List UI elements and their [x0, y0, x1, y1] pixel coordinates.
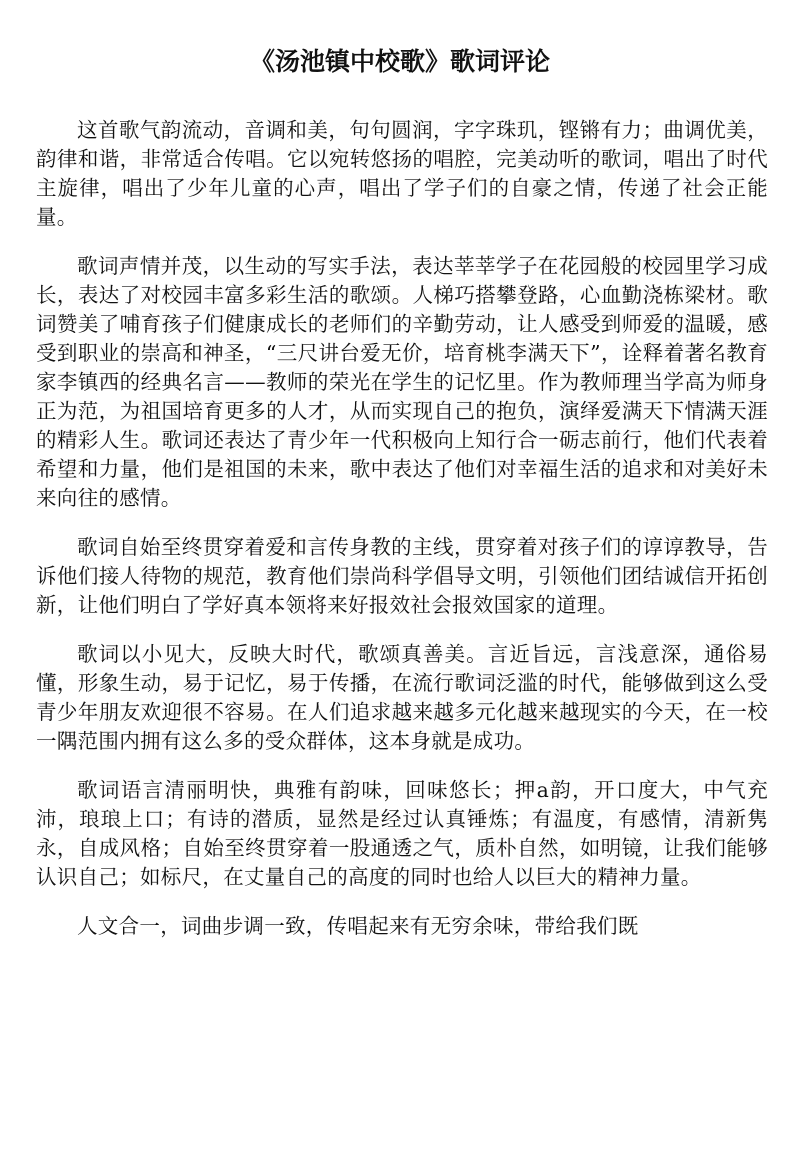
- paragraph-6: 人文合一，词曲步调一致，传唱起来有无穷余味，带给我们既: [77, 914, 639, 938]
- paragraph-3: 歌词自始至终贯穿着爱和言传身教的主线，贯穿着对孩子们的谆谆教导，告诉他们接人待物的规范，教育他们崇尚科学倡导文明，引领他们团结诚信开拓创新，让他们明白了学好真本领将来好报效社会报效国家的道理。: [36, 535, 768, 617]
- paragraph-1: 这首歌气韵流动，音调和美，句句圆润，字字珠玑，铿锵有力；曲调优美，韵律和谐，非常适合传唱。它以宛转悠扬的唱腔，完美动听的歌词，唱出了时代主旋律，唱出了少年儿童的心声，唱出了学子们的自豪之情，传递了社会正能量。: [36, 118, 768, 229]
- document-body: [36, 116, 768, 961]
- document-title: 《汤池镇中校歌》歌词评论: [249, 47, 550, 76]
- paragraph-4: 歌词以小见大，反映大时代，歌颂真善美。言近旨远，言浅意深，通俗易懂，形象生动，易于记忆，易于传播，在流行歌词泛滥的时代，能够做到这么受青少年朋友欢迎很不容易。在人们追求越来越多元化越来越现实的今天，在一校一隅范围内拥有这么多的受众群体，这本身就是成功。: [36, 642, 768, 753]
- paragraph-2: 歌词声情并茂，以生动的写实手法，表达莘莘学子在花园般的校园里学习成长，表达了对校园丰富多彩生活的歌颂。人梯巧搭攀登路，心血勤浇栋梁材。歌词赞美了哺育孩子们健康成长的老师们的辛勤劳动，让人感受到师爱的温暖，感受到职业的崇高和神圣，“三尺讲台爱无价，培育桃李满天下”，诠释着著名教育家李镇西的经典名言——教师的荣光在学生的记忆里。作为教师理当学高为师身正为范，为祖国培育更多的人才，从而实现自己的抱负，演绎爱满天下情满天涯的精彩人生。歌词还表达了青少年一代积极向上知行合一砺志前行，他们代表着希望和力量，他们是祖国的未来，歌中表达了他们对幸福生活的追求和对美好未来向往的感情。: [36, 254, 768, 510]
- paragraph-5: 歌词语言清丽明快，典雅有韵味，回味悠长；押a韵，开口度大，中气充沛，琅琅上口；有诗的潜质，显然是经过认真锤炼；有温度，有感情，清新隽永，自成风格；自始至终贯穿着一股通透之气，质朴自然，如明镜，让我们能够认识自己；如标尺，在丈量自己的高度的同时也给人以巨大的精神力量。: [36, 778, 768, 889]
